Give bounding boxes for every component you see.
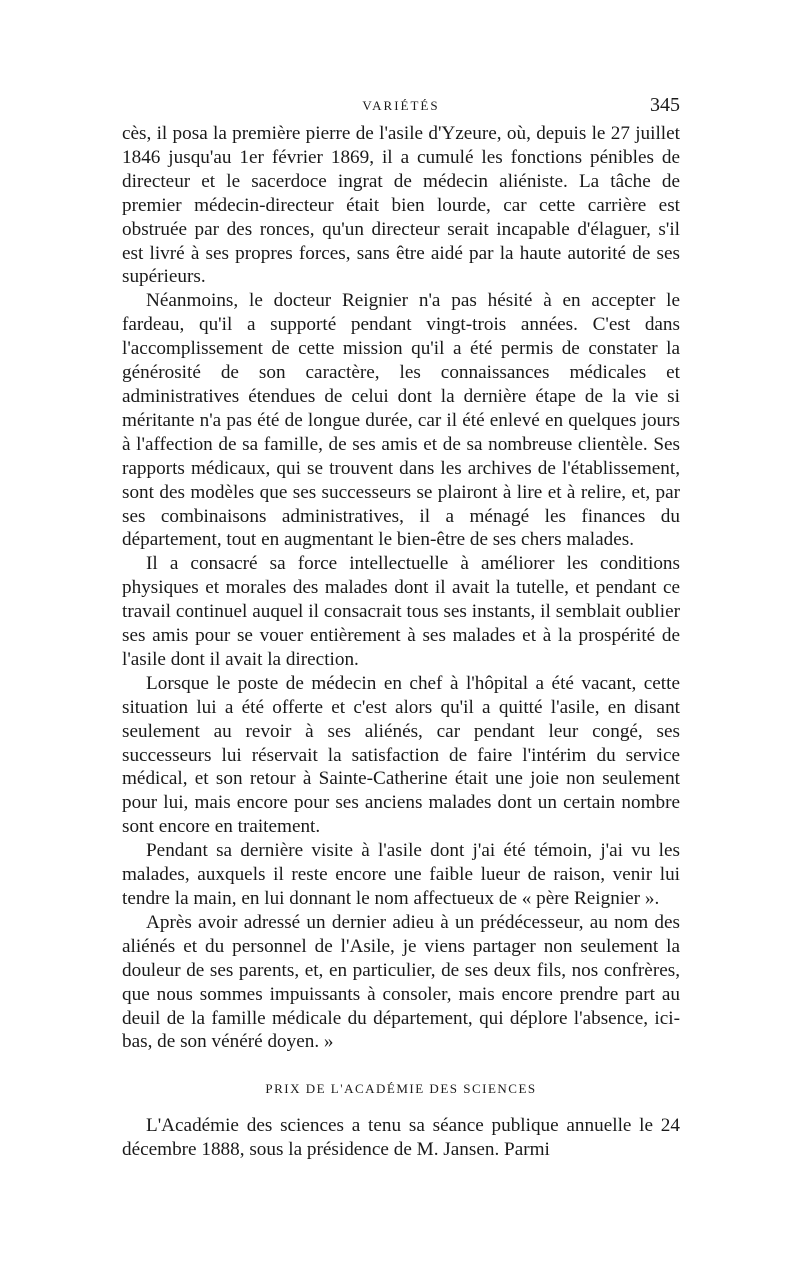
- paragraph-5: Pendant sa dernière visite à l'asile dont j'ai été témoin, j'ai vu les malades, auxquels il reste encore une faible lueur de raison, venir lui tendre la main, en lui donnant le nom affectueux de « père Reignier ».: [122, 840, 680, 909]
- section-paragraph: L'Académie des sciences a tenu sa séance publique annuelle le 24 décembre 1888, sous la présidence de M. Jansen. Parmi: [122, 1115, 680, 1161]
- page-number: 345: [650, 94, 680, 116]
- paragraph-4: Lorsque le poste de médecin en chef à l'hôpital a été vacant, cette situation lui a été offerte et c'est alors qu'il a quitté l'asile, en disant seulement au revoir à ses aliénés, car pendant leur congé, ses successeurs lui réservait la satisfaction de faire l'intérim du service médical, et son retour à Sainte-Catherine était une joie non seulement pour lui, mais encore pour ses anciens malades dont un certain nombre sont encore en traitement.: [122, 672, 680, 838]
- running-title: VARIÉTÉS: [362, 98, 440, 113]
- paragraph-2: Néanmoins, le docteur Reignier n'a pas hésité à en accepter le fardeau, qu'il a supporté pendant vingt-trois années. C'est dans l'accomplissement de cette mission qu'il a été permis de constater la générosité de son caractère, les connaissances médicales et administratives étendues de celui dont la dernière étape de la vie si méritante n'a pas été de longue durée, car il été enlevé en quelques jours à l'affection de sa famille, de ses amis et de sa nombreuse clientèle. Ses rapports médicaux, qui se trouvent dans les archives de l'établissement, sont des modèles que ses successeurs se plairont à lire et à relire, et, par ses combinaisons administratives, il a ménagé les finances du département, tout en augmentant le bien-être de ses chers malades.: [122, 290, 680, 551]
- running-head: [122, 94, 680, 118]
- paragraph-3: Il a consacré sa force intellectuelle à améliorer les conditions physiques et morales des malades dont il avait la tutelle, et pendant ce travail continuel auquel il consacrait tous ses instants, il semblait oublier ses amis pour se vouer entièrement à ses malades et à la prospérité de l'asile dont il avait la direction.: [122, 553, 680, 670]
- body-text: [122, 122, 680, 1162]
- paragraph-1: cès, il posa la première pierre de l'asile d'Yzeure, où, depuis le 27 juillet 1846 jusqu'au 1er février 1869, il a cumulé les fonctions pénibles de directeur et le sacerdoce ingrat de médecin aliéniste. La tâche de premier médecin-directeur était bien lourde, car cette carrière est obstruée par des ronces, qu'un directeur serait incapable d'élaguer, s'il est livré à ses propres forces, sans être aidé par la haute autorité de ses supérieurs.: [122, 123, 680, 288]
- section-heading: PRIX DE L'ACADÉMIE DES SCIENCES: [265, 1081, 537, 1097]
- paragraph-6: Après avoir adressé un dernier adieu à un prédécesseur, au nom des aliénés et du personnel de l'Asile, je viens partager non seulement la douleur de ses parents, et, en particulier, de ses deux fils, nos confrères, que nous sommes impuissants à consoler, mais encore prendre part au deuil de la famille médicale du département, qui déplore l'absence, ici-bas, de son vénéré doyen. »: [122, 911, 680, 1053]
